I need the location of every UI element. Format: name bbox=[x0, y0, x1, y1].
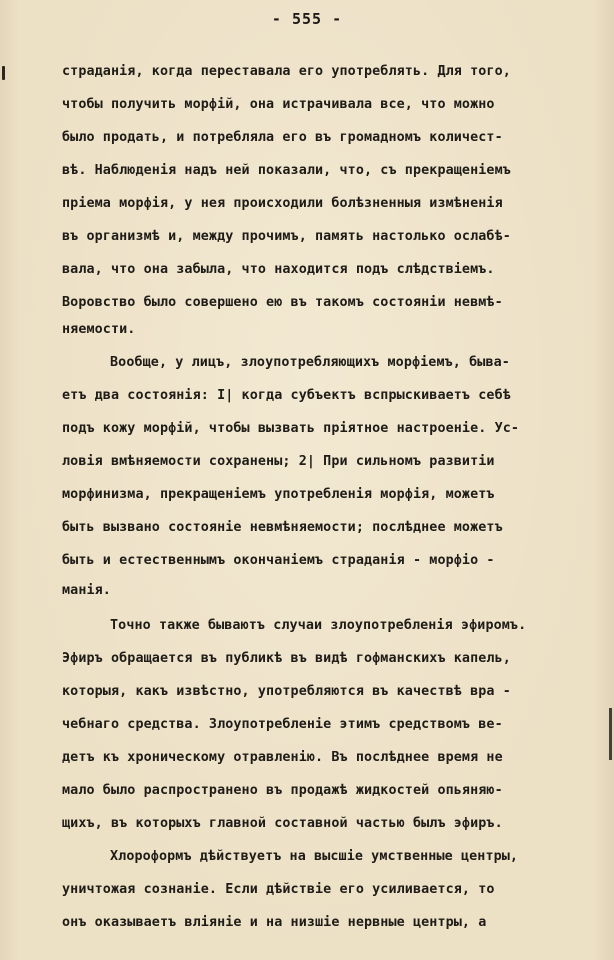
text-line: етъ два состоянія: I| когда субъектъ вспрыскиваетъ себѣ bbox=[62, 388, 511, 403]
text-line: онъ оказываетъ вліяніе и на низшіе нервные центры, а bbox=[62, 915, 487, 930]
page-number: - 555 - bbox=[271, 10, 343, 28]
text-line: детъ къ хроническому отравленію. Въ послѣднее время не bbox=[62, 750, 503, 765]
text-line: ловія вмѣняемости сохранены; 2| При сильномъ развитіи bbox=[62, 454, 495, 469]
text-line: манія. bbox=[62, 583, 111, 598]
text-line: въ организмѣ и, между прочимъ, память настолько ослабѣ- bbox=[62, 229, 511, 244]
text-line: морфинизма, прекращеніемъ употребленія морфія, можетъ bbox=[62, 487, 495, 502]
text-line: которыя, какъ извѣстно, употребляются въ качествѣ вра - bbox=[62, 684, 511, 699]
margin-mark-right bbox=[609, 708, 612, 760]
text-line: чебнаго средства. Злоупотребленіе этимъ средствомъ ве- bbox=[62, 717, 503, 732]
text-line: чтобы получить морфій, она истрачивала все, что можно bbox=[62, 97, 495, 112]
text-line: быть вызвано состояніе невмѣняемости; послѣднее можетъ bbox=[62, 520, 503, 535]
text-line: было продать, и потребляла его въ громадномъ количест- bbox=[62, 130, 503, 145]
text-line: Воровство было совершено ею въ такомъ состояніи невмѣ- bbox=[62, 295, 503, 310]
text-line: вѣ. Наблюденія надъ ней показали, что, съ прекращеніемъ bbox=[62, 163, 511, 178]
text-line: пріема морфія, у нея происходили болѣзненныя измѣненія bbox=[62, 196, 503, 211]
text-line: вала, что она забыла, что находится подъ слѣдствіемъ. bbox=[62, 262, 495, 277]
text-line: мало было распространено въ продажѣ жидкостей опьяняю- bbox=[62, 783, 503, 798]
text-line: подъ кожу морфій, чтобы вызвать пріятное настроеніе. Ус- bbox=[62, 421, 520, 436]
text-line: Эфиръ обращается въ публикѣ въ видѣ гофманскихъ капель, bbox=[62, 651, 511, 666]
text-line: уничтожая сознаніе. Если дѣйствіе его усиливается, то bbox=[62, 882, 495, 897]
text-line: страданія, когда переставала его употреблять. Для того, bbox=[62, 64, 511, 79]
margin-mark bbox=[2, 66, 5, 80]
text-line: быть и естественнымъ окончаніемъ страданія - морфіо - bbox=[62, 553, 495, 568]
text-line: няемости. bbox=[62, 322, 136, 337]
text-line: Точно также бываютъ случаи злоупотребленія эфиромъ. bbox=[110, 618, 527, 633]
text-line: Хлороформъ дѣйствуетъ на высшіе умственные центры, bbox=[110, 849, 519, 864]
text-line: щихъ, въ которыхъ главной составной частью былъ эфиръ. bbox=[62, 816, 503, 831]
text-line: Вообще, у лицъ, злоупотребляющихъ морфіемъ, быва- bbox=[110, 355, 510, 370]
